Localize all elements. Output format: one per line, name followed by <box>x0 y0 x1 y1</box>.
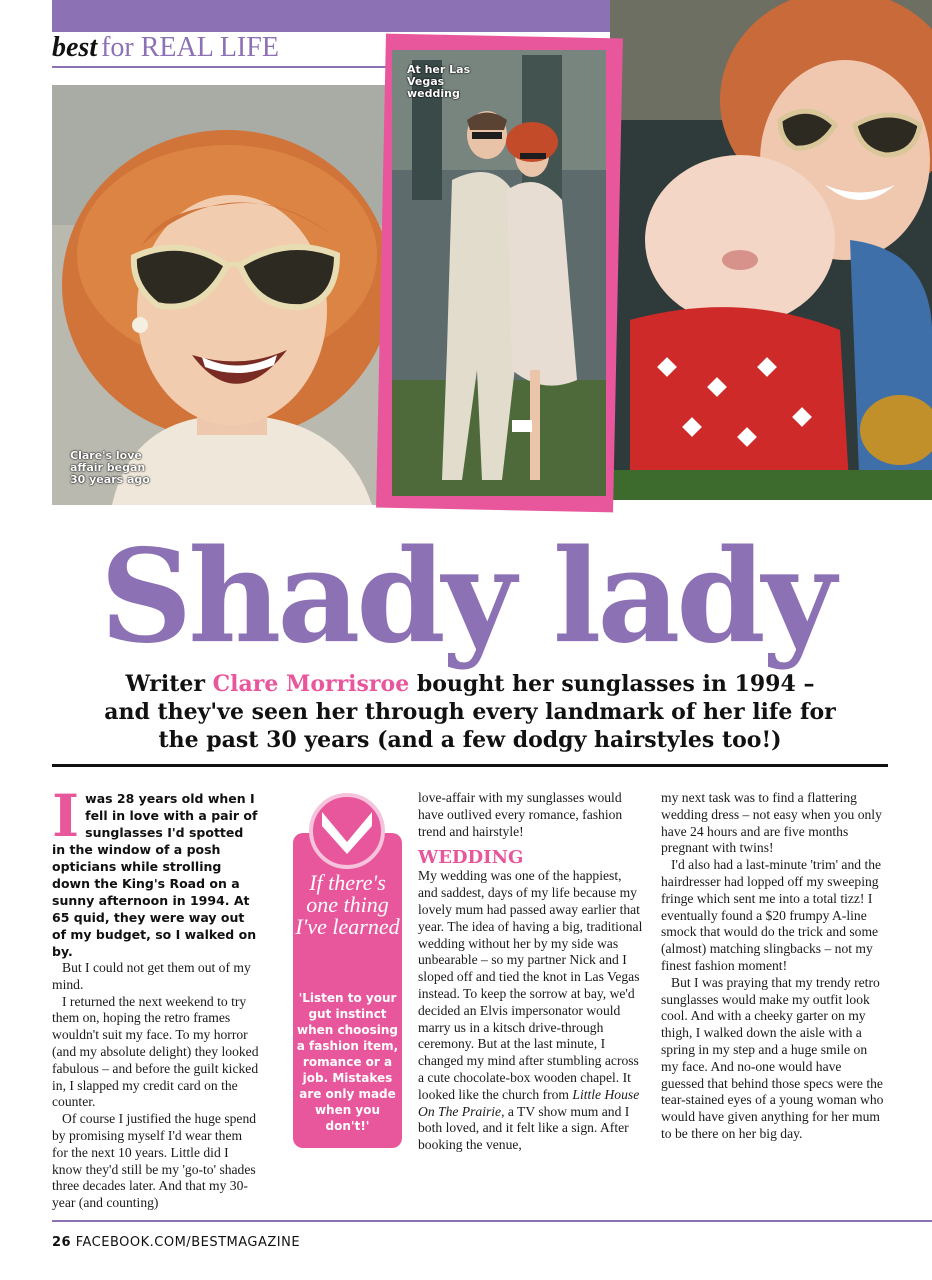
standfirst-intro: Writer <box>125 671 213 697</box>
body-paragraph: But I was praying that my trendy retro sunglasses would make my outfit look cool. And with a cheeky garter on my thigh, I walked down the aisle with a spring in my step and a huge smile on my face. And no-one would have guessed that behind those specs were the tear-stained eyes of a young woman who would have given anything for her mum to be there on her big day. <box>661 974 884 1141</box>
article-column-1 <box>52 782 260 1212</box>
top-color-bar <box>52 0 612 32</box>
portrait-photo <box>52 85 412 505</box>
wedding-caption: At her Las Vegas wedding <box>407 63 471 100</box>
body-paragraph: Of course I justified the huge spend by promising myself I'd wear them for the next 10 years. Little did I know they'd still be my 'go-to' shades three decades later. And that my 30-year (and counting) <box>52 1111 257 1211</box>
article-column-2 <box>418 790 644 1154</box>
lead-paragraph: was 28 years old when I fell in love with a pair of sunglasses I'd spotted in the window of a posh opticians while strolling down the King's Road on a sunny afternoon in 1994. At 65 quid, they were way out of my budget, so I walked on by. <box>52 791 258 959</box>
body-paragraph: I'd also had a last-minute 'trim' and the hairdresser had lopped off my sweeping fringe which sent me into a total tizz! I eventually found a $20 frumpy A-line smock that would do the trick and some (almost) matching slingbacks – not my finest fashion moment! <box>661 857 882 973</box>
brand-name: best <box>52 32 98 63</box>
subheading-wedding: WEDDING <box>418 847 524 869</box>
page-number: 26 <box>52 1235 72 1250</box>
portrait-caption: Clare's love affair began 30 years ago <box>70 449 150 486</box>
standfirst <box>100 670 840 754</box>
pullout-quote: 'Listen to your gut instinct when choosing a fashion item, romance or a job. Mistakes are only made when you don't!' <box>296 991 399 1133</box>
body-paragraph: my next task was to find a flattering wedding dress – not easy when you only have 24 hours and are five months pregnant with twins! <box>661 790 882 856</box>
author-name: Clare Morrisroe <box>212 671 410 697</box>
tv-show-title: Little House On The Prairie <box>418 1086 640 1119</box>
body-paragraph: love-affair with my sunglasses would have outlived every romance, fashion trend and hairstyle! <box>418 790 623 839</box>
footer <box>52 1235 300 1250</box>
headline: Shady lady <box>99 522 833 672</box>
standfirst-rest: bought her sunglasses in 1994 – and they've seen her through every landmark of her life for the past 30 years (and a few dodgy hairstyles too!) <box>104 671 836 753</box>
section-name: for REAL LIFE <box>101 32 279 63</box>
pullout-heading: If there's one thing I've learned <box>295 870 400 939</box>
headline-rule <box>52 764 888 767</box>
body-paragraph: I returned the next weekend to try them on, hoping the retro frames wouldn't suit my face. To my horror (and my absolute delight) they looked fabulous – and before the guilt kicked in, I slapped my credit card on the counter. <box>52 993 259 1110</box>
body-text: My wedding was one of the happiest, and saddest, days of my life because my lovely mum had passed away earlier that year. The idea of having a big, traditional wedding without her by my side was unbearable – so my partner Nick and I sloped off and tied the knot in Las Vegas instead. To keep the sorrow at bay, we'd decided an Elvis impersonator would marry us in a kitsch drive-through ceremony. But at the last minute, I changed my mind after stumbling across a cute chocolate-box wooden chapel. It looked like the church from <box>418 868 643 1102</box>
body-text: , a TV show mum and I both loved, and it felt like a sign. After booking the venue, <box>418 1103 630 1153</box>
drop-cap: I <box>52 782 80 850</box>
footer-url[interactable]: FACEBOOK.COM/BESTMAGAZINE <box>75 1235 301 1250</box>
footer-rule <box>52 1220 932 1222</box>
baby-photo <box>610 0 932 500</box>
chevron-down-icon <box>316 802 378 858</box>
body-paragraph <box>418 868 644 1154</box>
article-column-3 <box>661 790 887 1143</box>
body-paragraph: But I could not get them out of my mind. <box>52 960 251 992</box>
wedding-photo <box>392 50 606 496</box>
